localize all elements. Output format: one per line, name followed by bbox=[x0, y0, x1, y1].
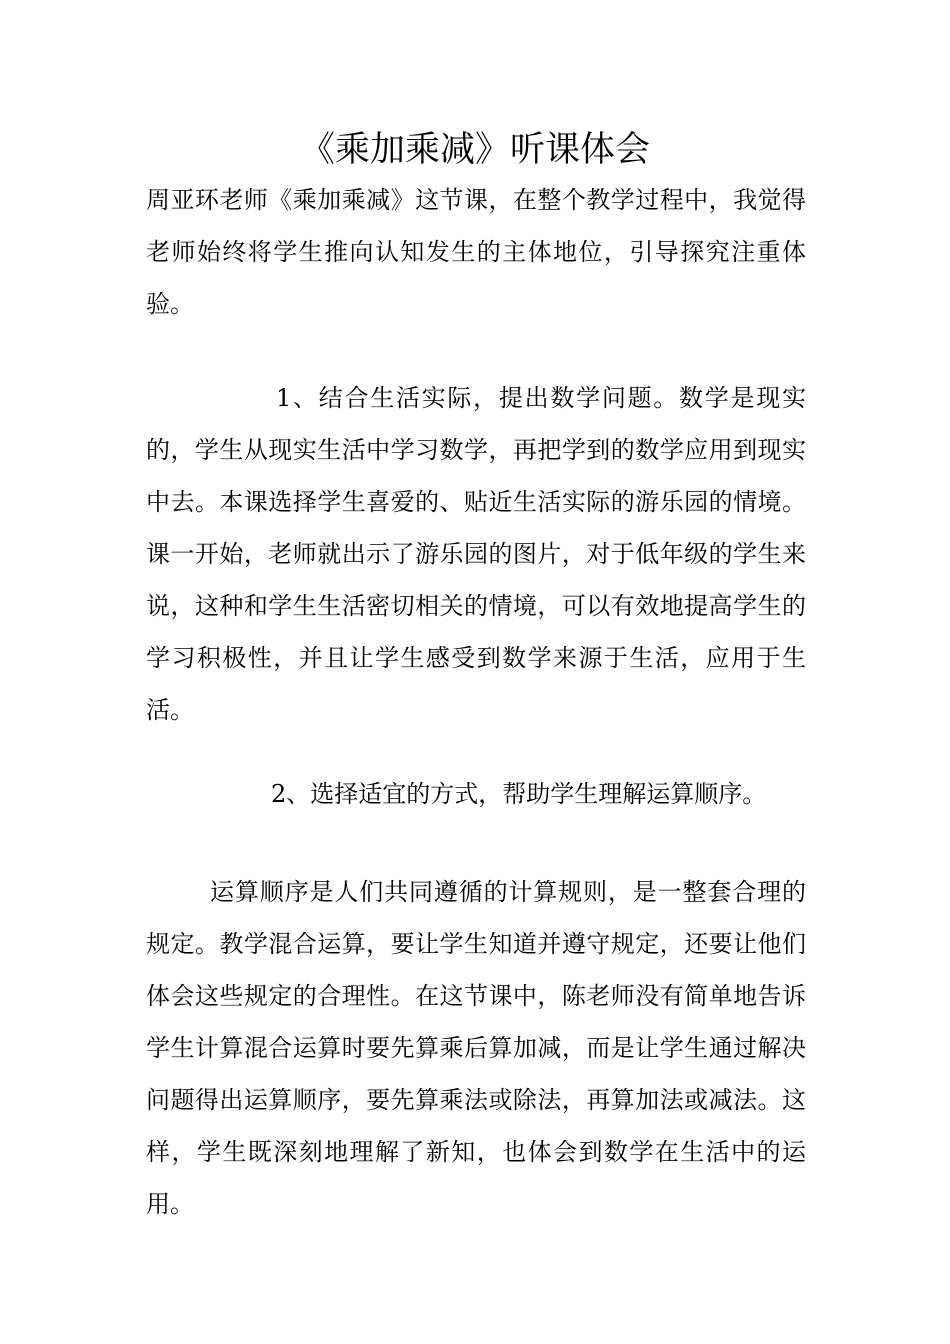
document-title: 《乘加乘减》听课体会 bbox=[299, 130, 650, 170]
point-1-paragraph: 1、结合生活实际，提出数学问题。数学是现实的，学生从现实生活中学习数学，再把学到的数学应用到现实中去。本课选择学生喜爱的、贴近生活实际的游乐园的情境。课一开始，老师就出示了游乐园的图片，对于低年级的学生来说，这种和学生生活密切相关的情境，可以有效地提高学生的学习积极性，并且让学生感受到数学来源于生活，应用于生活。 bbox=[146, 384, 806, 724]
intro-paragraph: 周亚环老师《乘加乘减》这节课，在整个教学过程中，我觉得老师始终将学生推向认知发生的主体地位，引导探究注重体验。 bbox=[146, 186, 806, 318]
point-2-paragraph: 运算顺序是人们共同遵循的计算规则，是一整套合理的规定。教学混合运算，要让学生知道并遵守规定，还要让他们体会这些规定的合理性。在这节课中，陈老师没有简单地告诉学生计算混合运算时要先算乘后算加减，而是让学生通过解决问题得出运算顺序，要先算乘法或除法，再算加法或减法。这样，学生既深刻地理解了新知，也体会到数学在生活中的运用。 bbox=[146, 878, 806, 1218]
point-2-heading: 2、选择适宜的方式，帮助学生理解运算顺序。 bbox=[271, 780, 767, 808]
